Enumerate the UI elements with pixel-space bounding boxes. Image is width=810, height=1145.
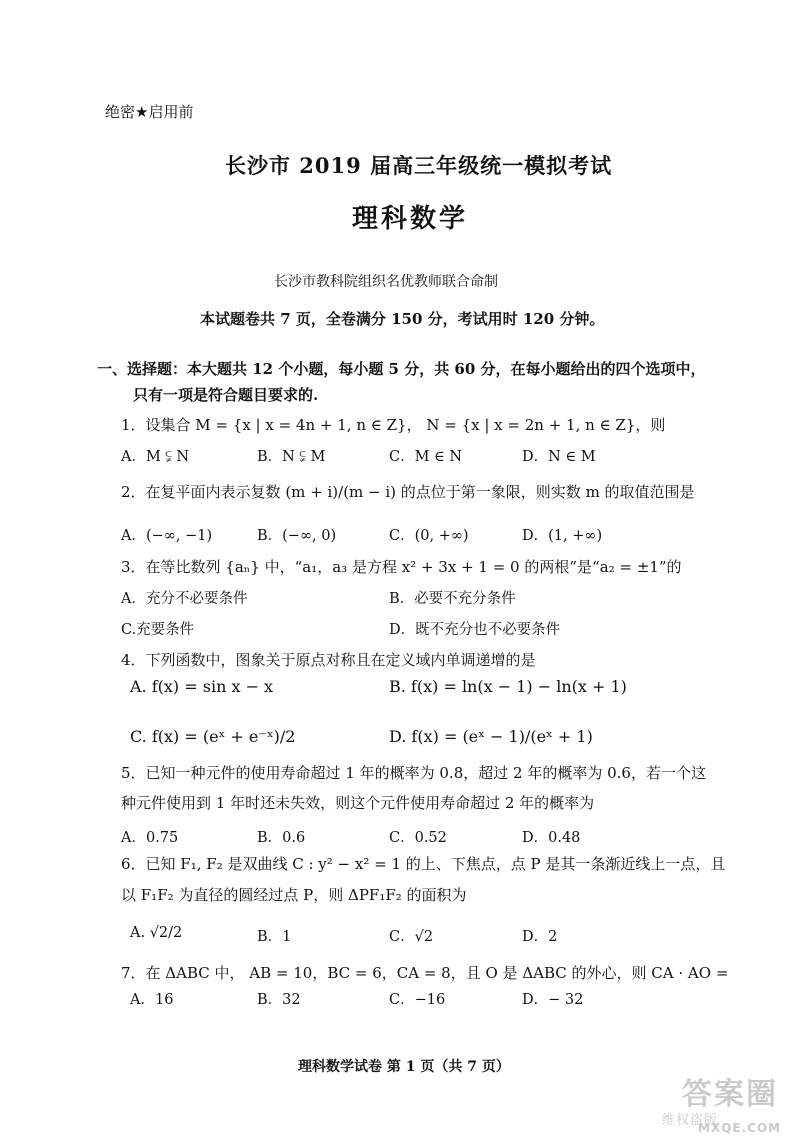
q5-option-d: D．0.48 [522, 830, 581, 846]
confidential-label: 绝密★启用前 [105, 103, 194, 121]
author-line: 长沙市教科院组织名优教师联合命制 [274, 274, 498, 290]
q4-option-b: B. f(x) = ln(x − 1) − ln(x + 1) [389, 677, 627, 696]
section-heading-line2: 只有一项是符合题目要求的. [133, 386, 319, 404]
question-5-stem-line2: 种元件使用到 1 年时还未失效，则这个元件使用寿命超过 2 年的概率为 [121, 794, 595, 812]
q5-option-b: B．0.6 [257, 830, 306, 846]
exam-info: 本试题卷共 7 页，全卷满分 150 分，考试用时 120 分钟。 [200, 310, 605, 328]
section-heading-line1: 一、选择题：本大题共 12 个小题，每小题 5 分，共 60 分，在每小题给出的四个选项中， [97, 360, 706, 378]
q1-option-a: A．M ⫋ N [121, 449, 190, 465]
question-3-stem: 3．在等比数列 {aₙ} 中，“a₁，a₃ 是方程 x² + 3x + 1 = 0 的两根”是“a₂ = ±1”的 [121, 558, 682, 576]
q5-option-a: A．0.75 [121, 830, 179, 846]
q7-option-d: D．− 32 [522, 992, 584, 1008]
watermark-sub-text: 维权盗版 [662, 1113, 719, 1128]
exam-title: 长沙市 2019 届高三年级统一模拟考试 [225, 153, 613, 178]
q6-option-c: C．√2 [389, 929, 434, 945]
q4-option-c: C. f(x) = (eˣ + e⁻ˣ)/2 [130, 727, 296, 746]
q4-option-a: A. f(x) = sin x − x [130, 677, 274, 696]
watermark-logo [642, 1067, 792, 1137]
watermark-url: MXQE.COM [698, 1121, 782, 1135]
page-footer: 理科数学试卷 第 1 页（共 7 页） [298, 1059, 510, 1075]
q3-option-a: A．充分不必要条件 [121, 591, 248, 607]
subject-title: 理科数学 [352, 204, 469, 234]
q7-option-b: B．32 [257, 992, 301, 1008]
q6-option-b: B．1 [257, 929, 292, 945]
q3-option-c: C.充要条件 [121, 622, 195, 638]
q6-option-d: D．2 [522, 929, 558, 945]
q5-option-c: C．0.52 [389, 830, 447, 846]
q3-option-d: D．既不充分也不必要条件 [389, 622, 561, 638]
q1-option-b: B．N ⫋ M [257, 449, 326, 465]
q1-option-d: D．N ∈ M [522, 449, 596, 465]
question-6-stem-line2: 以 F₁F₂ 为直径的圆经过点 P，则 ΔPF₁F₂ 的面积为 [121, 886, 467, 904]
watermark-main-text: 答案圈 [682, 1077, 778, 1112]
question-6-stem-line1: 6．已知 F₁, F₂ 是双曲线 C : y² − x² = 1 的上、下焦点，点 P 是其一条渐近线上一点，且 [121, 855, 726, 873]
q2-option-c: C．(0, +∞) [389, 528, 469, 544]
q7-option-c: C．−16 [389, 992, 446, 1008]
q2-option-d: D．(1, +∞) [522, 528, 603, 544]
question-5-stem-line1: 5．已知一种元件的使用寿命超过 1 年的概率为 0.8，超过 2 年的概率为 0.6，若一个这 [121, 764, 706, 782]
q4-option-d: D. f(x) = (eˣ − 1)/(eˣ + 1) [389, 727, 593, 746]
q7-option-a: A．16 [130, 992, 174, 1008]
q3-option-b: B．必要不充分条件 [389, 591, 516, 607]
question-2-stem: 2．在复平面内表示复数 (m + i)/(m − i) 的点位于第一象限，则实数 m 的取值范围是 [121, 483, 695, 501]
question-7-stem: 7．在 ΔABC 中， AB = 10，BC = 6，CA = 8，且 O 是 ΔABC 的外心，则 CA · AO = [121, 964, 729, 982]
question-4-stem: 4．下列函数中，图象关于原点对称且在定义域内单调递增的是 [121, 651, 536, 669]
q6-option-a: A. √2/2 [130, 925, 183, 941]
q2-option-b: B．(−∞, 0) [257, 528, 337, 544]
q2-option-a: A．(−∞, −1) [121, 528, 213, 544]
question-1-stem: 1．设集合 M = {x | x = 4n + 1, n ∈ Z}， N = {x | x = 2n + 1, n ∈ Z}，则 [121, 416, 666, 434]
q1-option-c: C．M ∈ N [389, 449, 463, 465]
